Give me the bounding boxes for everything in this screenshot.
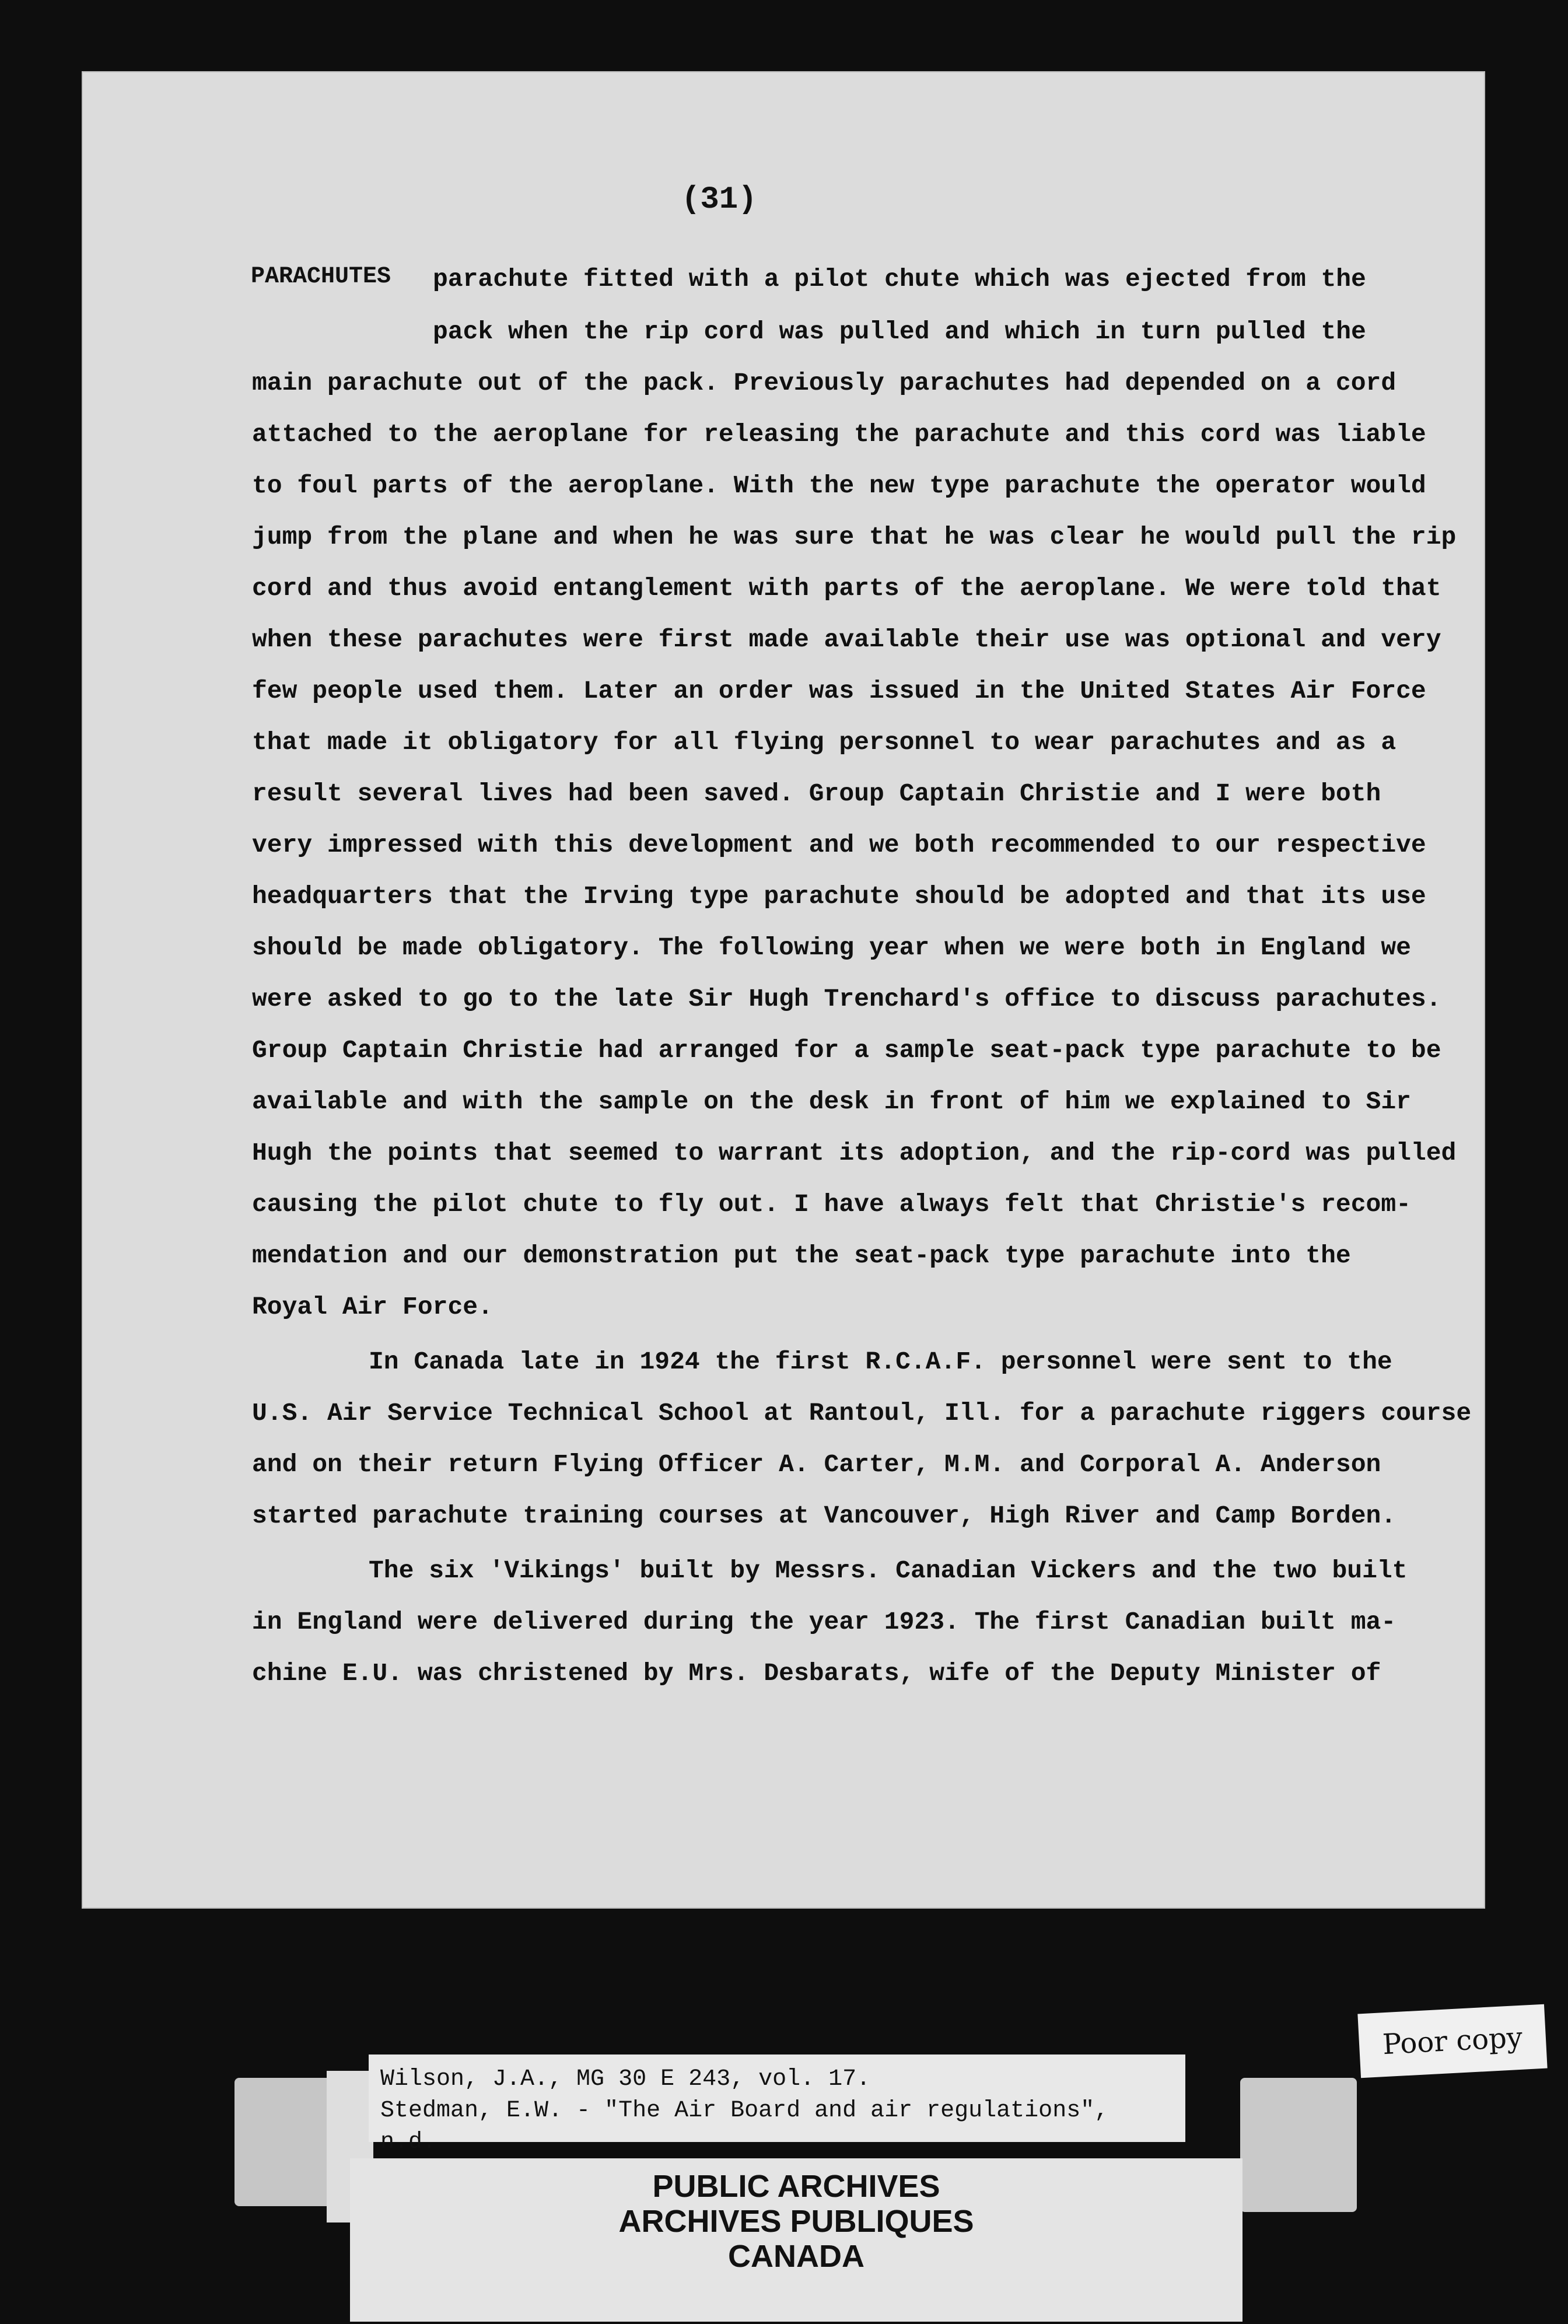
text-line: and on their return Flying Officer A. Carter, M.M. and Corporal A. Anderson [252, 1450, 1381, 1479]
poor-copy-stamp: Poor copy [1357, 2004, 1547, 2078]
document-page [83, 72, 1484, 1908]
margin-heading: PARACHUTES [251, 264, 391, 290]
text-line: result several lives had been saved. Group Captain Christie and I were both [252, 779, 1381, 808]
text-line: cord and thus avoid entanglement with parts of the aeroplane. We were told that [252, 574, 1441, 603]
reference-line-1: Wilson, J.A., MG 30 E 243, vol. 17. [380, 2066, 871, 2092]
text-line: chine E.U. was christened by Mrs. Desbarats, wife of the Deputy Minister of [252, 1659, 1381, 1688]
text-line: attached to the aeroplane for releasing the parachute and this cord was liable [252, 420, 1426, 449]
reference-line-2: Stedman, E.W. - "The Air Board and air regulations", n.d. [380, 2098, 1109, 2155]
archive-line-2: ARCHIVES PUBLIQUES [618, 2204, 974, 2239]
text-line: Royal Air Force. [252, 1293, 493, 1321]
text-line: to foul parts of the aeroplane. With the new type parachute the operator would [252, 471, 1426, 500]
text-line: mendation and our demonstration put the seat-pack type parachute into the [252, 1241, 1351, 1270]
text-line: very impressed with this development and we both recommended to our respective [252, 831, 1426, 859]
text-line: In Canada late in 1924 the first R.C.A.F. personnel were sent to the [369, 1348, 1392, 1376]
text-line: main parachute out of the pack. Previously parachutes had depended on a cord [252, 369, 1396, 397]
text-line: headquarters that the Irving type parachute should be adopted and that its use [252, 882, 1426, 911]
tape-right [1240, 2078, 1357, 2212]
text-line: pack when the rip cord was pulled and which in turn pulled the [433, 317, 1366, 346]
text-line: U.S. Air Service Technical School at Rantoul, Ill. for a parachute riggers course [252, 1399, 1472, 1427]
text-line: Group Captain Christie had arranged for a sample seat-pack type parachute to be [252, 1036, 1441, 1065]
text-line: parachute fitted with a pilot chute which was ejected from the [433, 265, 1366, 293]
archive-reference-label [369, 2054, 1185, 2155]
archive-line-1: PUBLIC ARCHIVES [652, 2169, 940, 2204]
text-line: available and with the sample on the desk in front of him we explained to Sir [252, 1087, 1411, 1116]
public-archives-band [350, 2158, 1242, 2322]
text-line: when these parachutes were first made available their use was optional and very [252, 625, 1441, 654]
text-line: causing the pilot chute to fly out. I have always felt that Christie's recom- [252, 1190, 1411, 1219]
text-line: few people used them. Later an order was issued in the United States Air Force [252, 677, 1426, 705]
text-line: jump from the plane and when he was sure that he was clear he would pull the rip [252, 523, 1457, 551]
text-line: that made it obligatory for all flying personnel to wear parachutes and as a [252, 728, 1396, 757]
text-line: were asked to go to the late Sir Hugh Trenchard's office to discuss parachutes. [252, 985, 1441, 1013]
text-line: Hugh the points that seemed to warrant its adoption, and the rip-cord was pulled [252, 1139, 1457, 1167]
text-line: in England were delivered during the year 1923. The first Canadian built ma- [252, 1608, 1396, 1636]
text-line: should be made obligatory. The following year when we were both in England we [252, 933, 1411, 962]
archive-line-3: CANADA [728, 2239, 864, 2274]
page-number: (31) [681, 182, 757, 218]
text-line: The six 'Vikings' built by Messrs. Canadian Vickers and the two built [369, 1556, 1408, 1585]
text-line: started parachute training courses at Vancouver, High River and Camp Borden. [252, 1502, 1396, 1530]
